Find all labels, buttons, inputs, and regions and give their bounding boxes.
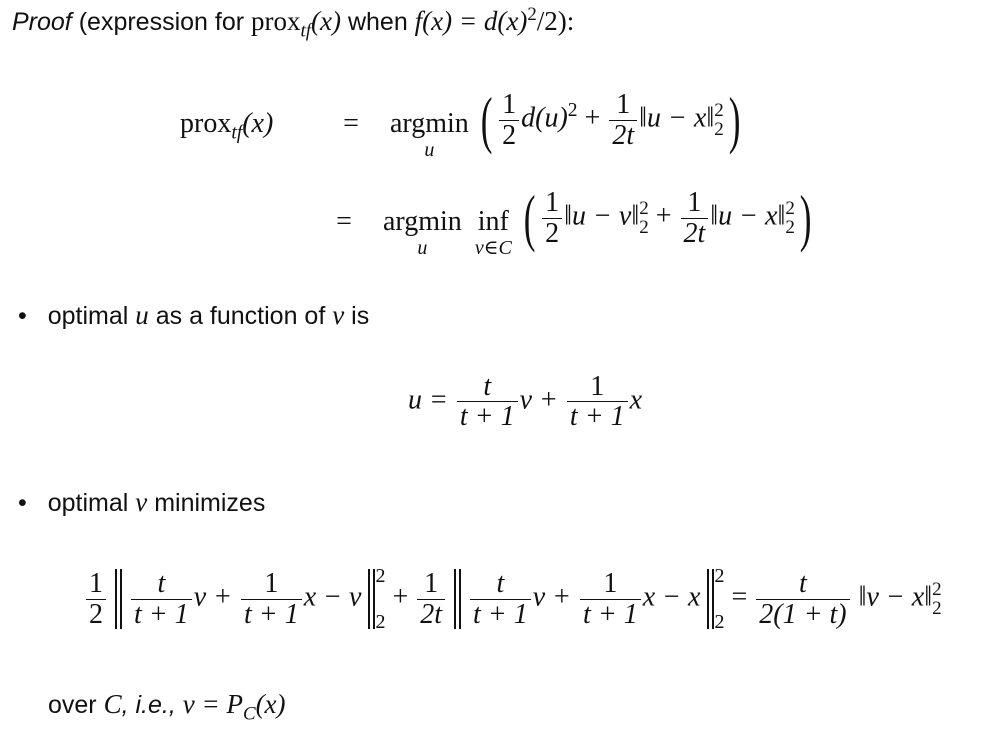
header-text-expression: (expression for [78,8,245,36]
bullet-text: optimal [47,302,129,330]
left-paren: ( [480,84,493,155]
term-x: x [629,384,643,416]
term-v: v + [193,581,233,613]
bullet-text: optimal [47,489,129,517]
fraction-1-over-2t: $\frac{1}{2t}$ [681,188,709,248]
fraction-half: $\frac{1}{2}$ [499,90,519,150]
equals-sign: = [336,206,352,237]
fraction-1-over-2t: $\frac{1}{2t}$ [609,90,637,150]
fraction-1-over-2t: $\frac{1}{2t}$ [417,569,445,629]
bullet-item-2 [18,487,265,518]
right-paren: ) [728,84,741,155]
bullet-text: as a function of [155,302,326,330]
term-v: v + [532,581,572,613]
header-f-def: $f(x) = d(x)^2/2$): [414,4,575,36]
proof-label: Proof [12,8,72,36]
norm-open [454,569,461,629]
projection-expr: $v = P_C(x)$ [182,689,286,725]
fraction-1-over-t1: $\frac{1}{t + 1}$ [567,372,628,432]
term-x-minus-x: x − x [642,581,701,613]
bullet-text: is [351,302,370,330]
var-v: v [135,487,148,517]
equals-sign: = [731,581,748,613]
var-v: v [332,300,345,330]
plus-sign: + [584,102,601,134]
lhs-u: u = [408,384,448,416]
fraction-half: $\frac{1}{2}$ [542,188,562,248]
bullet-item-1 [18,300,369,331]
bullet-text: minimizes [154,489,266,517]
prox-lhs: prox$_{tf}$(x) [180,108,274,144]
optimal-u-equation [408,372,642,432]
fraction-1-over-t1: $\frac{1}{t + 1}$ [580,569,641,629]
proof-header [12,4,575,42]
norm-close [368,569,375,629]
fraction-half: $\frac{1}{2}$ [86,569,106,629]
term-v: v + [519,384,558,416]
var-C: C [103,689,122,719]
term-norm: ‖u − x‖ [639,102,715,134]
footer-ie: , i.e., [121,691,176,719]
term-distance: d(u) [521,102,568,134]
fraction-t-over-2-1-t: $\frac{t}{2(1 + t)}$ [756,569,849,629]
term-x-minus-v: x − v [303,581,362,613]
inf-operator: inf v∈C [474,206,512,259]
argmin-operator: argmin u [390,108,469,161]
term-norm-ux: ‖u − x‖ [710,200,786,232]
fraction-1-over-t1: $\frac{1}{t + 1}$ [241,569,302,629]
plus-sign: + [392,581,409,613]
header-prox: prox$_{tf}$(x) [251,6,341,42]
footer-text [48,689,286,725]
prox-equation-line2: = argmin u inf v∈C ( $\frac{1}{2}$ ‖u − v‖ 2 2 + $\frac{1}{2t}$ ‖u − x‖ 2 2 ) [312,186,816,258]
term-norm-uv: ‖u − v‖ [564,200,640,232]
argmin-operator: argmin u [383,206,462,259]
prox-equation-line1: prox$_{tf}$(x) = argmin u ( $\frac{1}{2}$ $d(u)^2$ + $\frac{1}{2t}$ ‖u − x‖ 2 2 ) [180,84,741,161]
bullet-marker: • [18,489,27,517]
left-paren: ( [523,182,536,253]
plus-sign: + [655,200,672,232]
term-norm-vx: ‖v − x‖ [858,581,933,613]
var-u: u [135,300,149,330]
header-text-when: when [347,8,408,36]
fraction-t-over-t1: $\frac{t}{t + 1}$ [131,569,192,629]
objective-equation: $\frac{1}{2}$ $\frac{t}{t + 1}$ v + $\frac{1}{t + 1}$ x − v 2 2 + $\frac{1}{2t}$ $\frac{t}{t + 1}$ v + $\frac{1}{t + 1}$ x − x 2 2 = $\frac{t}{2(1 + t)}$ ‖v − x‖ 2 2 [84,566,942,632]
norm-close [707,569,714,629]
footer-over: over [48,691,97,719]
fraction-t-over-t1: $\frac{t}{t + 1}$ [470,569,531,629]
fraction-t-over-t1: $\frac{t}{t + 1}$ [457,372,518,432]
norm-open [115,569,122,629]
right-paren: ) [799,182,812,253]
equals-sign: = [343,108,359,139]
bullet-marker: • [18,302,27,330]
